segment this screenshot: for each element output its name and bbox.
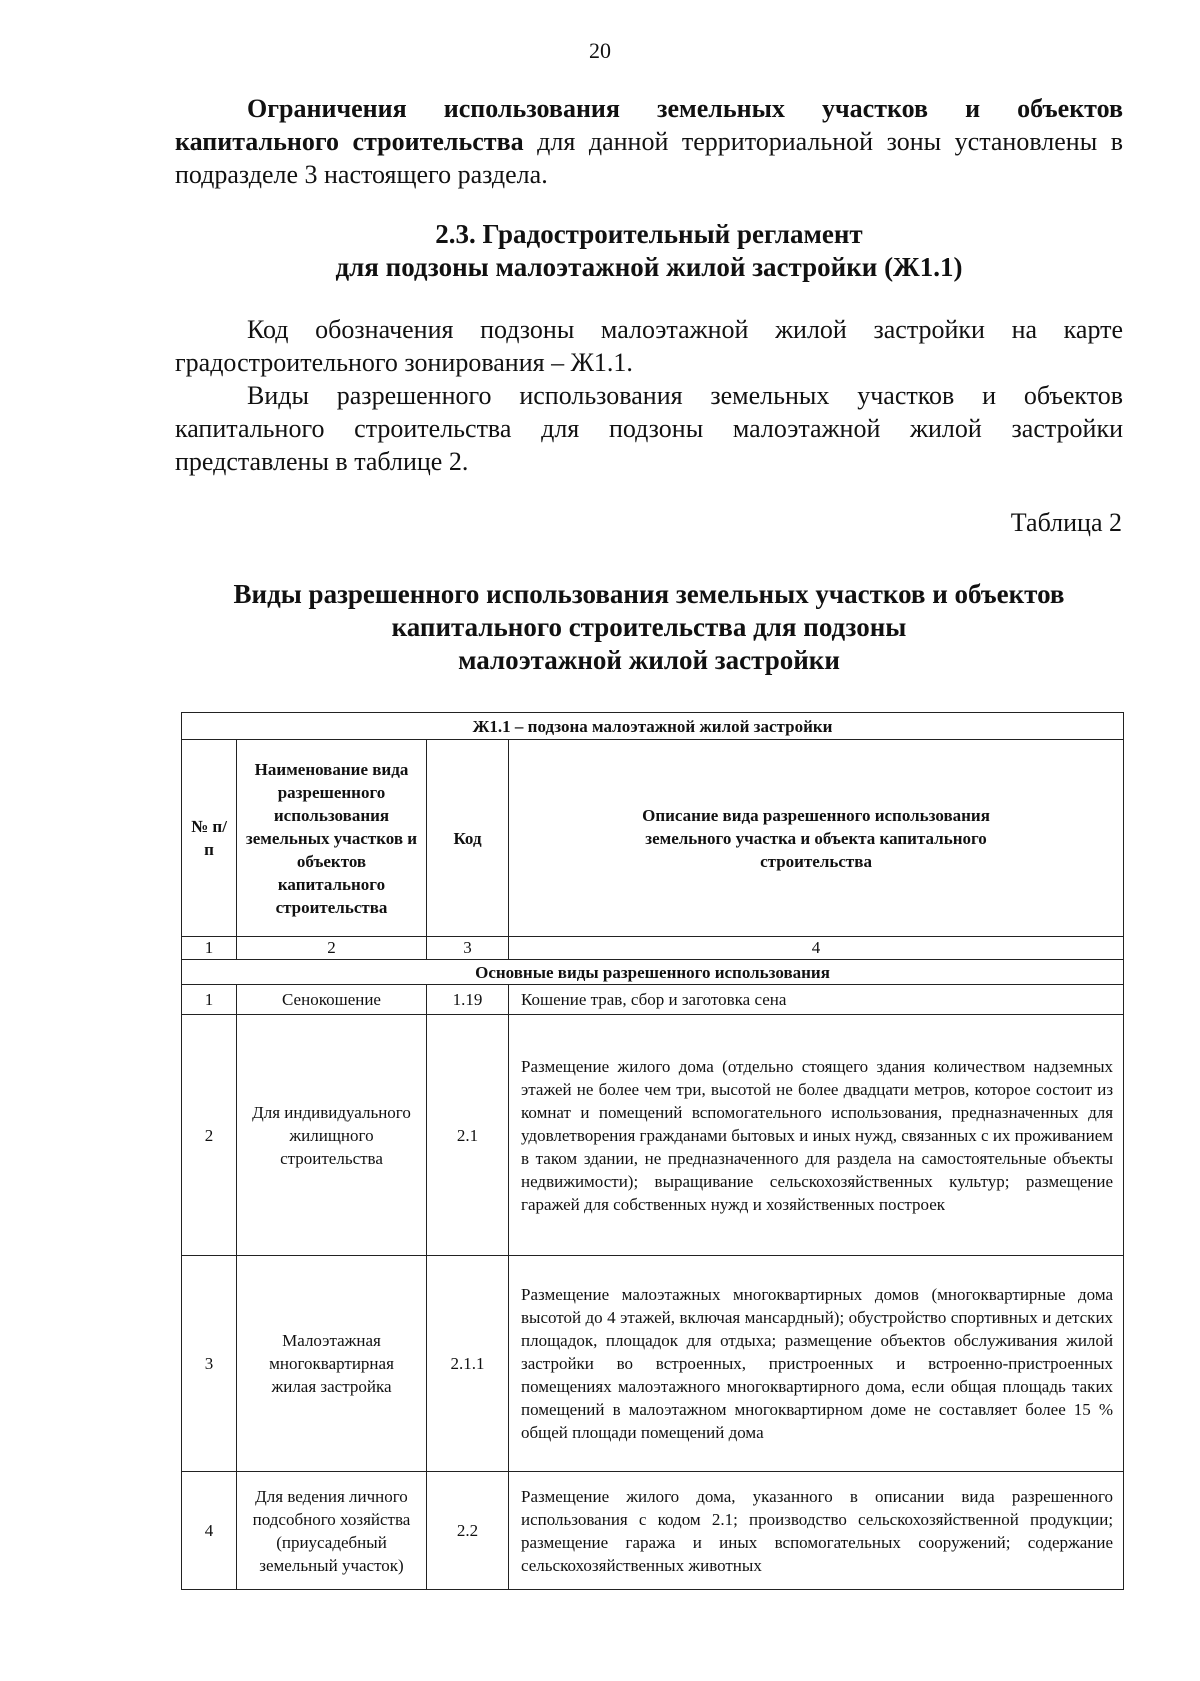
row-description: Размещение жилого дома, указанного в описании вида разрешенного использования с кодом 2.1; производство сельскохозяйственной продукции; размещение гаража и иных вспомогательных сооружений; содержание сельскохозяйственных животных (509, 1472, 1124, 1590)
zone-code-paragraph: Код обозначения подзоны малоэтажной жилой застройки на карте градостроительного зонирования – Ж1.1. (175, 315, 1123, 377)
table-column-numbers-row (182, 937, 1124, 960)
permitted-use-paragraph: Виды разрешенного использования земельных участков и объектов капитального строительства для подзоны малоэтажной жилой застройки представлены в таблице 2. (175, 381, 1123, 476)
table-title-line2: капитального строительства для подзоны (391, 612, 907, 642)
row-description: Размещение малоэтажных многоквартирных домов (многоквартирные дома высотой до 4 этажей, включая мансардный); обустройство спортивных и детских площадок, площадок для отдыха; размещение объектов обслуживания жилой застройки во встроенных, пристроенных и встроенно-пристроенных помещениях малоэтажного многоквартирного дома, если общая площадь таких помещений в малоэтажном многоквартирном доме не составляет более 15 % общей площади помещений дома (509, 1256, 1124, 1472)
row-number: 4 (182, 1472, 237, 1590)
table-title (175, 578, 1123, 677)
column-number: 3 (427, 937, 509, 960)
row-code: 2.2 (427, 1472, 509, 1590)
row-name: Малоэтажная многоквартирная жилая застройка (237, 1256, 427, 1472)
row-code: 1.19 (427, 985, 509, 1015)
section-title: Основные виды разрешенного использования (182, 960, 1124, 985)
table-title-line1: Виды разрешенного использования земельных участков и объектов (233, 579, 1065, 609)
header-name: Наименование вида разрешенного использования земельных участков и объектов капитального строительства (237, 740, 427, 937)
header-description: Описание вида разрешенного использования земельного участка и объекта капитального строительства (509, 740, 1124, 937)
row-number: 3 (182, 1256, 237, 1472)
intro-rest-text: для данной территориальной зоны установлены в подразделе 3 настоящего раздела. (175, 127, 1123, 189)
table-row (182, 1472, 1124, 1590)
table-column-header-row (182, 740, 1124, 937)
row-number: 1 (182, 985, 237, 1015)
row-description: Размещение жилого дома (отдельно стоящего здания количеством надземных этажей не более чем три, высотой не более двадцати метров, которое состоит из комнат и помещений вспомогательного использования, предназначенных для удовлетворения гражданами бытовых и иных нужд, связанных с их проживанием в таком здании, не предназначенного для раздела на самостоятельные объекты недвижимости); выращивание сельскохозяйственных культур; размещение гаражей для собственных нужд и хозяйственных построек (509, 1015, 1124, 1256)
row-description: Кошение трав, сбор и заготовка сена (509, 985, 1124, 1015)
page-number: 20 (589, 38, 611, 63)
table-section-row (182, 960, 1124, 985)
column-number: 4 (509, 937, 1124, 960)
header-code: Код (427, 740, 509, 937)
row-name: Для индивидуального жилищного строительства (237, 1015, 427, 1256)
table-zone-header-row (182, 713, 1124, 740)
row-name: Сенокошение (237, 985, 427, 1015)
row-code: 2.1 (427, 1015, 509, 1256)
intro-paragraph (175, 92, 1123, 191)
row-number: 2 (182, 1015, 237, 1256)
table-label: Таблица 2 (1010, 508, 1122, 537)
permitted-use-table (181, 712, 1124, 1590)
section-heading (175, 218, 1123, 284)
section-heading-line1: 2.3. Градостроительный регламент (435, 219, 863, 249)
column-number: 2 (237, 937, 427, 960)
row-code: 2.1.1 (427, 1256, 509, 1472)
column-number: 1 (182, 937, 237, 960)
table-title-line3: малоэтажной жилой застройки (458, 645, 840, 675)
table-row (182, 985, 1124, 1015)
row-name: Для ведения личного подсобного хозяйства (приусадебный земельный участок) (237, 1472, 427, 1590)
header-num: № п/п (182, 740, 237, 937)
table-row (182, 1256, 1124, 1472)
zone-header: Ж1.1 – подзона малоэтажной жилой застройки (182, 713, 1124, 740)
intro-bold-text: Ограничения использования земельных участков и объектов капитального строительства (175, 94, 1123, 156)
section-heading-line2: для подзоны малоэтажной жилой застройки (Ж1.1) (335, 252, 963, 282)
table-row (182, 1015, 1124, 1256)
